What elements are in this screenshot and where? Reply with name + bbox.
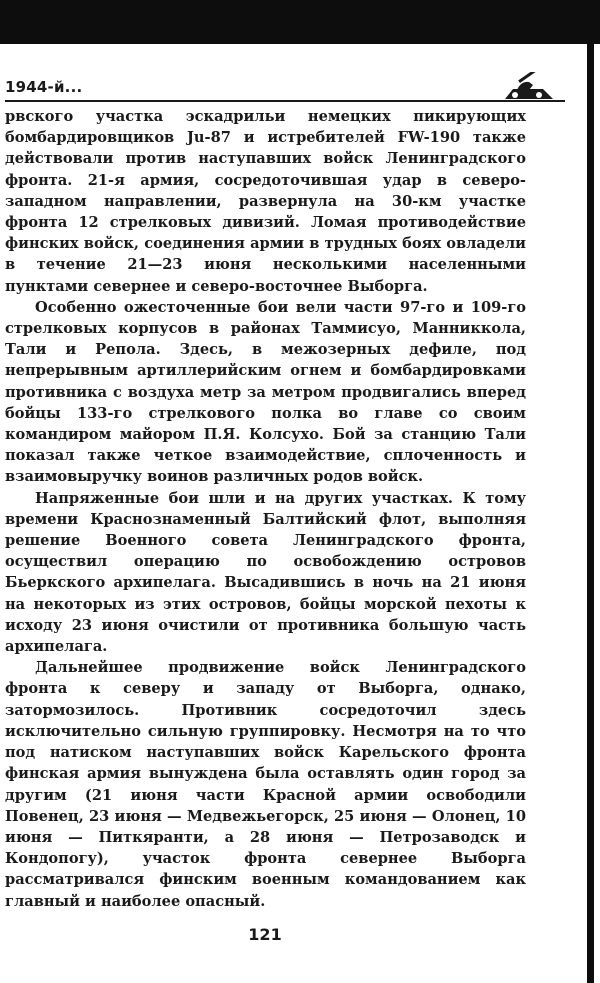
paragraph-3: Напряженные бои шли и на других участках. К тому времени Краснознаменный Балтийский флот, выполняя решение Военного совета Ленинградского фронта, осуществил операцию по освобождению островов Бьеркского архипелага. Высадившись в ночь на 21 июня на некоторых из этих островов, бойцы морской пехоты к исходу 23 июня очистили от противника большую часть архипелага. [5, 489, 526, 656]
artillery-gun-icon [499, 72, 559, 100]
running-title: 1944-й... [5, 78, 83, 96]
paragraph-1: рвского участка эскадрильи немецких пикирующих бомбардировщиков Ju-87 и истребителей FW-190 также действовали против наступавших войск Ленинградского фронта. 21-я армия, сосредоточившая удар в северо-западном направлении, развернула на 30-км участке фронта 12 стрелковых дивизий. Ломая противодействие финских войск, соединения армии в трудных боях овладели в течение 21—23 июня несколькими населенными пунктами севернее и северо-восточнее Выборга. [5, 108, 526, 295]
top-black-band [0, 0, 600, 44]
page-header [5, 72, 565, 102]
right-black-border [587, 44, 594, 983]
paragraph-2: Особенно ожесточенные бои вели части 97-го и 109-го стрелковых корпусов в районах Таммисуо, Манниккола, Тали и Репола. Здесь, в межозерных дефиле, под непрерывным артиллерийским огнем и бомбардировками противника с воздуха метр за метром продвигались вперед бойцы 133-го стрелкового полка во главе со своим командиром майором П.Я. Колсухо. Бой за станцию Тали показал также четкое взаимодействие, сплоченность и взаимовыручку воинов различных родов войск. [5, 298, 526, 486]
body-text [5, 106, 526, 912]
header-rule [5, 100, 565, 102]
page-number: 121 [248, 925, 282, 944]
paragraph-4: Дальнейшее продвижение войск Ленинградского фронта к северу и западу от Выборга, однако, затормозилось. Противник сосредоточил здесь исключительно сильную группировку. Несмотря на то что под натиском наступавших войск Карельского фронта финская армия вынуждена была оставлять один город за другим (21 июня части Красной армии освободили Повенец, 23 июня — Медвежьегорск, 25 июня — Олонец, 10 июня — Питкяранти, а 28 июня — Петрозаводск и Кондопогу), участок фронта севернее Выборга рассматривался финским военным командованием как главный и наиболее опасный. [5, 659, 526, 910]
